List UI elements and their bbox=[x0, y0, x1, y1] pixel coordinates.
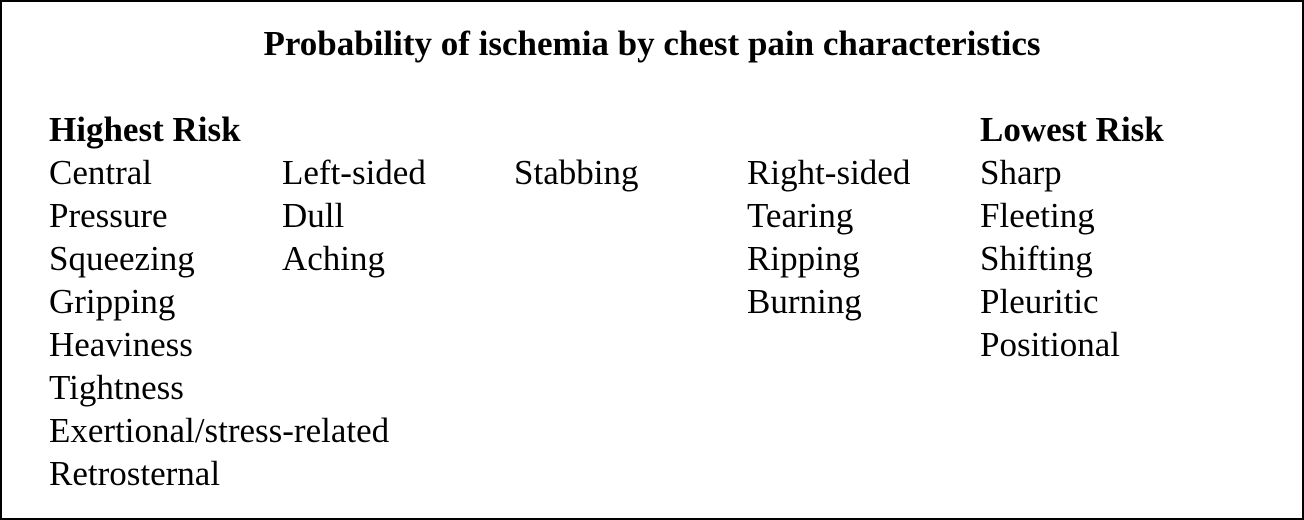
document-title: Probability of ischemia by chest pain characteristics bbox=[263, 24, 1041, 63]
list-item: Fleeting bbox=[980, 196, 1095, 235]
list-item: Aching bbox=[282, 239, 386, 278]
list-item: Stabbing bbox=[514, 153, 639, 192]
column-header: Highest Risk bbox=[49, 110, 241, 149]
list-item: Tightness bbox=[49, 368, 184, 407]
list-item: Retrosternal bbox=[49, 454, 221, 493]
column-header bbox=[514, 108, 774, 151]
list-item: Positional bbox=[980, 325, 1121, 364]
column-lowest-risk bbox=[980, 108, 1240, 366]
list-item: Central bbox=[49, 153, 153, 192]
list-item: Shifting bbox=[980, 239, 1093, 278]
column-intermediate-risk bbox=[514, 108, 774, 194]
list-item: Ripping bbox=[747, 239, 860, 278]
list-item: Gripping bbox=[49, 282, 176, 321]
column-low-risk bbox=[747, 108, 1007, 323]
list-item: Exertional/stress-related bbox=[49, 411, 390, 450]
list-item: Tearing bbox=[747, 196, 854, 235]
list-item: Heaviness bbox=[49, 325, 193, 364]
list-item: Dull bbox=[282, 196, 345, 235]
column-high-risk bbox=[282, 108, 542, 280]
list-item: Right-sided bbox=[747, 153, 911, 192]
column-header bbox=[747, 108, 1007, 151]
column-header: Lowest Risk bbox=[980, 110, 1164, 149]
list-item: Sharp bbox=[980, 153, 1062, 192]
list-item: Pleuritic bbox=[980, 282, 1099, 321]
list-item: Left-sided bbox=[282, 153, 426, 192]
list-item: Squeezing bbox=[49, 239, 195, 278]
list-item: Pressure bbox=[49, 196, 168, 235]
column-header bbox=[282, 108, 542, 151]
list-item: Burning bbox=[747, 282, 862, 321]
